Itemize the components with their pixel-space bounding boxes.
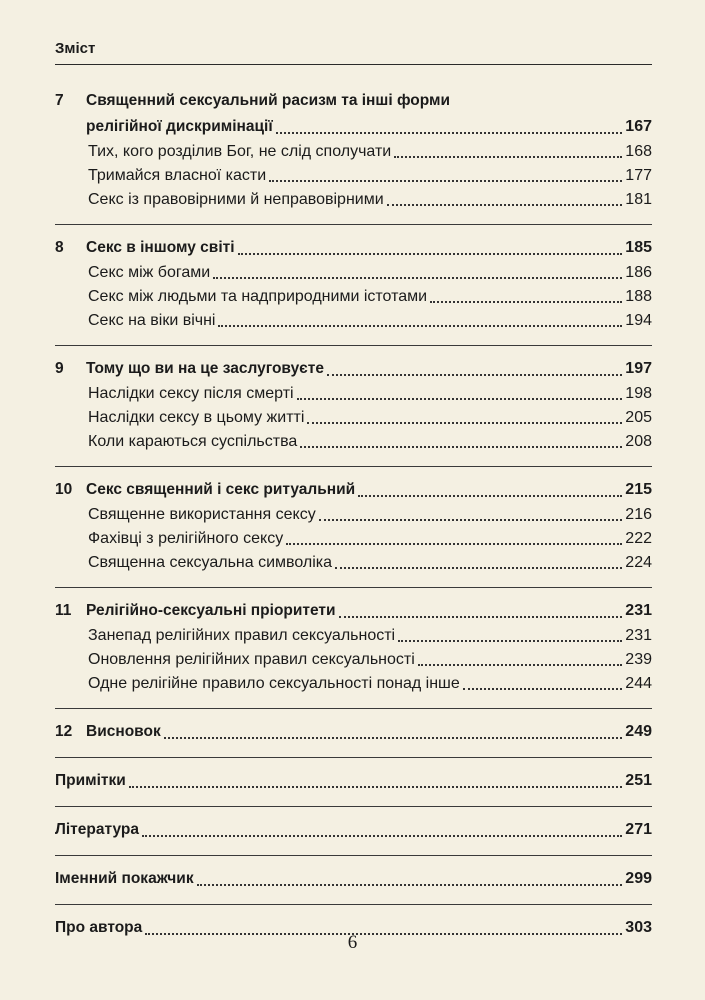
dot-leader — [398, 640, 622, 642]
dot-leader — [335, 567, 622, 569]
backmatter-page: 251 — [625, 772, 652, 789]
backmatter-title: Примітки — [55, 772, 126, 789]
dot-leader — [297, 398, 623, 400]
toc-section — [55, 406, 652, 430]
chapter-title: Секс священний і секс ритуальний — [86, 481, 356, 498]
toc-section — [55, 430, 652, 454]
chapter-title: Секс в іншому світі — [86, 239, 235, 256]
dot-leader — [463, 688, 623, 690]
section-title: Оновлення релігійних правил сексуальності — [88, 651, 415, 668]
toc-chapter-7 — [55, 88, 652, 114]
section-page: 198 — [625, 385, 652, 402]
section-title: Секс між людьми та надприродними істотами — [88, 288, 428, 305]
dot-leader — [430, 301, 622, 303]
toc-bibliography — [55, 817, 652, 843]
dot-leader — [327, 374, 622, 376]
toc-section — [55, 648, 652, 672]
section-page: 177 — [625, 167, 652, 184]
section-title: Наслідки сексу після смерті — [88, 385, 294, 402]
dot-leader — [238, 253, 623, 255]
section-divider — [55, 855, 652, 856]
dot-leader — [129, 786, 623, 788]
toc-section — [55, 382, 652, 406]
toc-section — [55, 285, 652, 309]
section-title: Тримайся власної касти — [88, 167, 267, 184]
section-page: 244 — [625, 675, 652, 692]
dot-leader — [197, 884, 623, 886]
section-divider — [55, 904, 652, 905]
section-page: 181 — [625, 191, 652, 208]
toc-section — [55, 624, 652, 648]
toc-chapter-9 — [55, 356, 652, 382]
chapter-page: 231 — [625, 602, 652, 619]
dot-leader — [418, 664, 623, 666]
chapter-number: 12 — [55, 723, 73, 740]
section-page: 224 — [625, 554, 652, 571]
section-page: 231 — [625, 627, 652, 644]
section-page: 208 — [625, 433, 652, 450]
header-rule — [55, 64, 652, 65]
toc-section — [55, 672, 652, 696]
chapter-page: 185 — [625, 239, 652, 256]
chapter-title: Релігійно-сексуальні пріоритети — [86, 602, 336, 619]
chapter-page: 197 — [625, 360, 652, 377]
backmatter-title: Про автора — [55, 919, 143, 936]
toc-chapter-8 — [55, 235, 652, 261]
backmatter-page: 271 — [625, 821, 652, 838]
dot-leader — [218, 325, 622, 327]
dot-leader — [387, 204, 623, 206]
section-page: 222 — [625, 530, 652, 547]
backmatter-title: Іменний покажчик — [55, 870, 194, 887]
chapter-number: 9 — [55, 360, 64, 377]
toc-section — [55, 188, 652, 212]
chapter-page: 215 — [625, 481, 652, 498]
section-title: Наслідки сексу в цьому житті — [88, 409, 305, 426]
section-divider — [55, 757, 652, 758]
section-title: Одне релігійне правило сексуальності понад інше — [88, 675, 460, 692]
dot-leader — [358, 495, 622, 497]
toc-section — [55, 551, 652, 575]
section-title: Секс на віки вічні — [88, 312, 216, 329]
dot-leader — [319, 519, 623, 521]
chapter-title: Висновок — [86, 723, 161, 740]
dot-leader — [300, 446, 622, 448]
toc-section — [55, 140, 652, 164]
section-divider — [55, 587, 652, 588]
running-head: Зміст — [55, 40, 96, 57]
section-title: Священна сексуальна символіка — [88, 554, 333, 571]
toc-section — [55, 164, 652, 188]
page-number: 6 — [347, 932, 358, 953]
chapter-number: 7 — [55, 92, 64, 109]
toc-name-index — [55, 866, 652, 892]
section-page: 239 — [625, 651, 652, 668]
section-title: Секс із правовірними й неправовірними — [88, 191, 384, 208]
section-page: 194 — [625, 312, 652, 329]
dot-leader — [276, 132, 623, 134]
backmatter-page: 303 — [625, 919, 652, 936]
dot-leader — [394, 156, 622, 158]
dot-leader — [269, 180, 622, 182]
section-divider — [55, 466, 652, 467]
section-title: Священне використання сексу — [88, 506, 316, 523]
section-page: 188 — [625, 288, 652, 305]
toc-chapter-11 — [55, 598, 652, 624]
toc-chapter-7-line2 — [55, 114, 652, 140]
chapter-number: 11 — [55, 602, 72, 619]
toc-section — [55, 527, 652, 551]
section-divider — [55, 708, 652, 709]
section-page: 205 — [625, 409, 652, 426]
chapter-page: 167 — [625, 118, 652, 135]
section-title: Фахівці з релігійного сексу — [88, 530, 284, 547]
section-page: 168 — [625, 143, 652, 160]
section-page: 216 — [625, 506, 652, 523]
chapter-title-line2: релігійної дискримінації — [86, 118, 273, 135]
section-title: Занепад релігійних правил сексуальності — [88, 627, 396, 644]
section-divider — [55, 345, 652, 346]
chapter-number: 8 — [55, 239, 64, 256]
backmatter-page: 299 — [625, 870, 652, 887]
dot-leader — [213, 277, 622, 279]
section-title: Секс між богами — [88, 264, 211, 281]
section-divider — [55, 806, 652, 807]
toc-section — [55, 261, 652, 285]
chapter-number: 10 — [55, 481, 73, 498]
table-of-contents — [55, 88, 652, 941]
section-divider — [55, 224, 652, 225]
chapter-title: Тому що ви на це заслуговуєте — [86, 360, 324, 377]
dot-leader — [142, 835, 622, 837]
toc-section — [55, 503, 652, 527]
dot-leader — [164, 737, 623, 739]
backmatter-title: Література — [55, 821, 139, 838]
dot-leader — [339, 616, 623, 618]
chapter-page: 249 — [625, 723, 652, 740]
toc-chapter-12 — [55, 719, 652, 745]
section-title: Коли караються суспільства — [88, 433, 298, 450]
chapter-title-line1: Священний сексуальний расизм та інші форми — [86, 92, 451, 109]
section-title: Тих, кого розділив Бог, не слід сполучати — [88, 143, 392, 160]
section-page: 186 — [625, 264, 652, 281]
dot-leader — [307, 422, 622, 424]
toc-notes — [55, 768, 652, 794]
toc-section — [55, 309, 652, 333]
toc-chapter-10 — [55, 477, 652, 503]
dot-leader — [286, 543, 622, 545]
